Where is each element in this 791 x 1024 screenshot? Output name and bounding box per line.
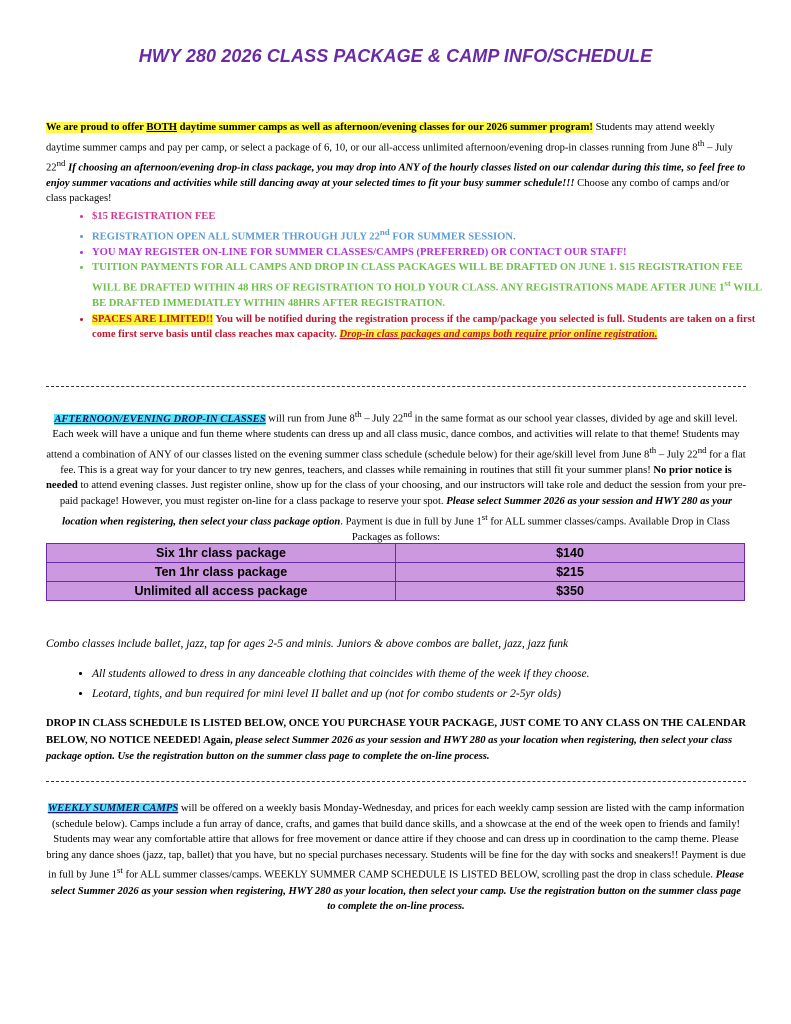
dropin-text: will run from June 8	[265, 413, 355, 425]
camps-paragraph	[46, 801, 746, 915]
bullet-open-a: REGISTRATION OPEN ALL SUMMER THROUGH JULY 22	[92, 231, 380, 243]
dropin-sup: nd	[403, 409, 413, 419]
dropin-instructions: Please select Summer 2026 as your session and HWY 280 as your location when registering, then select your class package option	[62, 496, 733, 528]
camps-heading: WEEKLY SUMMER CAMPS	[47, 803, 179, 814]
intro-text-2: – July 22	[46, 142, 733, 174]
dropin-text: in the same format as our school year classes, divided by age and skill level. Each week will have a unique and fun theme where students can dress up and all class music, dance combos, and activities will relate to that theme! Students may attend a combination of ANY of our classes listed on the evening summer class schedule (schedule below) for their age/skill level from June 8	[46, 413, 740, 461]
dropin-text: . Payment is due in full by June 1	[340, 516, 482, 528]
bullet-open	[92, 225, 762, 245]
intro-sup-2: nd	[56, 157, 66, 168]
table-row	[47, 544, 745, 563]
dropin-text: – July 22	[656, 449, 698, 461]
intro-highlight-b: daytime summer camps as well as afternoon/evening classes for our 2026 summer program!	[176, 122, 593, 133]
bullet-fee	[92, 209, 762, 225]
dropin-sup: nd	[697, 444, 707, 455]
bullet-fee-text: $15 REGISTRATION FEE	[92, 211, 216, 222]
bullet-open-sup: nd	[379, 226, 390, 237]
combo-note: Combo classes include ballet, jazz, tap for ages 2-5 and minis. Juniors & above combos are ballet, jazz, jazz funk	[46, 638, 569, 650]
drop-schedule-instructions: please select Summer 2026 as your session and HWY 280 as your location when registering, then select your class package option. Use the registration button on the summer class page to complete the on-line process.	[46, 734, 733, 762]
bullet-tuition-a: TUITION PAYMENTS FOR ALL CAMPS AND DROP IN CLASS PACKAGES WILL BE DRAFTED ON JUNE 1. $15 REGISTRATION FEE WILL BE DRAFTED WITHIN 48 HRS OF REGISTRATION TO HOLD YOUR CLASS. ANY REGISTRATIONS MADE AFTER JUNE 1	[92, 262, 743, 294]
package-price: $350	[396, 582, 745, 601]
dropin-text: for ALL summer classes/camps. Available Drop in Class Packages as follows:	[351, 516, 730, 543]
intro-highlight-a: We are proud to offer	[46, 122, 147, 133]
table-row	[47, 582, 745, 601]
bullet-online	[92, 245, 762, 261]
bullet-tuition-b: WILL BE DRAFTED IMMEDIATLEY WITHIN 48HRS AFTER REGISTRATION.	[92, 282, 762, 310]
bullet-tuition	[92, 260, 762, 311]
intro-bold-italic: If choosing an afternoon/evening drop-in class package, you may drop into ANY of the hourly classes listed on our calendar during this time, so feel free to enjoy summer vacations and activities while still dancing away at your selected times to fit your busy summer schedule!!!	[46, 162, 746, 189]
intro-text-3: Choose any combo of camps and/or class packages!	[46, 177, 730, 205]
package-name: Ten 1hr class package	[47, 563, 396, 582]
bullet-limited	[92, 312, 762, 343]
attire-notes	[70, 664, 762, 704]
list-item: • Leotard, tights, and bun required for mini level II ballet and up (not for combo students or 2-5yr olds)	[92, 684, 762, 704]
dropin-text: to attend evening classes. Just register online, show up for the class of your choosing, and our instructors will take role and deduct the session from your pre-paid package! However, you must register on-line for a class package to reserve your spot.	[59, 480, 746, 508]
intro-text-1: Students may attend weekly daytime summer camps and pay per camp, or select a package of 6, 10, or our all-access unlimited afternoon/evening drop-in classes running from June 8	[46, 122, 715, 154]
page-title: HWY 280 2026 CLASS PACKAGE & CAMP INFO/SCHEDULE	[138, 46, 653, 66]
intro-sup-1: th	[697, 137, 705, 148]
camps-instructions: Please select Summer 2026 as your session when registering, HWY 280 as your location, then select your camp. Use the registration button on the summer class page to complete the on-line process.	[50, 869, 744, 913]
dropin-text: – July 22	[361, 413, 404, 425]
bullet-limited-text: You will be notified during the registration process if the camp/package you selected is full. Students are taken on a first come first serve basis until class reaches max capacity.	[92, 313, 756, 341]
camps-sup: st	[117, 865, 123, 876]
intro-highlight	[46, 122, 593, 133]
dropin-sup: th	[649, 444, 657, 455]
dropin-no-notice: No prior notice is needed	[46, 464, 732, 492]
camps-text: for ALL summer classes/camps. WEEKLY SUMMER CAMP SCHEDULE IS LISTED BELOW, scrolling past the drop in class schedule.	[122, 869, 716, 881]
registration-bullets	[70, 209, 762, 343]
bullet-tuition-sup: st	[724, 277, 731, 288]
section-divider	[46, 386, 746, 387]
intro-highlight-both: BOTH	[146, 122, 177, 133]
intro-paragraph	[46, 120, 746, 207]
dropin-text: for a flat fee. This is a great way for your dancer to try new genres, teachers, and classes while remaining in routines that still fit your summer plans!	[60, 449, 746, 476]
online-registration-link[interactable]: Drop-in class packages and camps both require prior online registration.	[339, 329, 658, 341]
camps-text: will be offered on a weekly basis Monday-Wednesday, and prices for each weekly camp session are listed with the camp information (schedule below). Camps include a fun array of dance, crafts, and games that build dance skills, and a showcase at the end of the week open to friends and family! Students may wear any comfortable attire that allows for free movement or dance attire if they choose and can dress up in coordination to the camp theme. Please bring any dance shoes (jazz, tap, ballet) that you have, but no special purchases necessary. Students will be fine for the day with socks and sneakers!! Payment is due in full by June 1	[46, 803, 746, 881]
bullet-open-b: FOR SUMMER SESSION.	[389, 231, 516, 243]
drop-schedule-bold: DROP IN CLASS SCHEDULE IS LISTED BELOW, ONCE YOU PURCHASE YOUR PACKAGE, JUST COME TO ANY CLASS ON THE CALENDAR BELOW, NO NOTICE NEEDED! Again,	[46, 718, 747, 746]
dropin-sup: st	[481, 511, 488, 522]
package-price: $215	[396, 563, 745, 582]
package-table	[46, 543, 745, 601]
package-name: Six 1hr class package	[47, 544, 396, 563]
section-divider	[46, 781, 746, 782]
dropin-heading: AFTERNOON/EVENING DROP-IN CLASSES	[54, 413, 266, 425]
dropin-paragraph	[46, 407, 746, 545]
drop-schedule-note	[46, 716, 746, 766]
bullet-online-text: YOU MAY REGISTER ON-LINE FOR SUMMER CLASSES/CAMPS (PREFERRED) OR CONTACT OUR STAFF!	[92, 246, 627, 258]
list-item: • All students allowed to dress in any danceable clothing that coincides with theme of the week if they choose.	[92, 664, 762, 684]
dropin-sup: th	[354, 409, 362, 419]
table-row	[47, 563, 745, 582]
package-price: $140	[396, 544, 745, 563]
bullet-limited-highlight: SPACES ARE LIMITED!!	[92, 313, 214, 325]
package-name: Unlimited all access package	[47, 582, 396, 601]
